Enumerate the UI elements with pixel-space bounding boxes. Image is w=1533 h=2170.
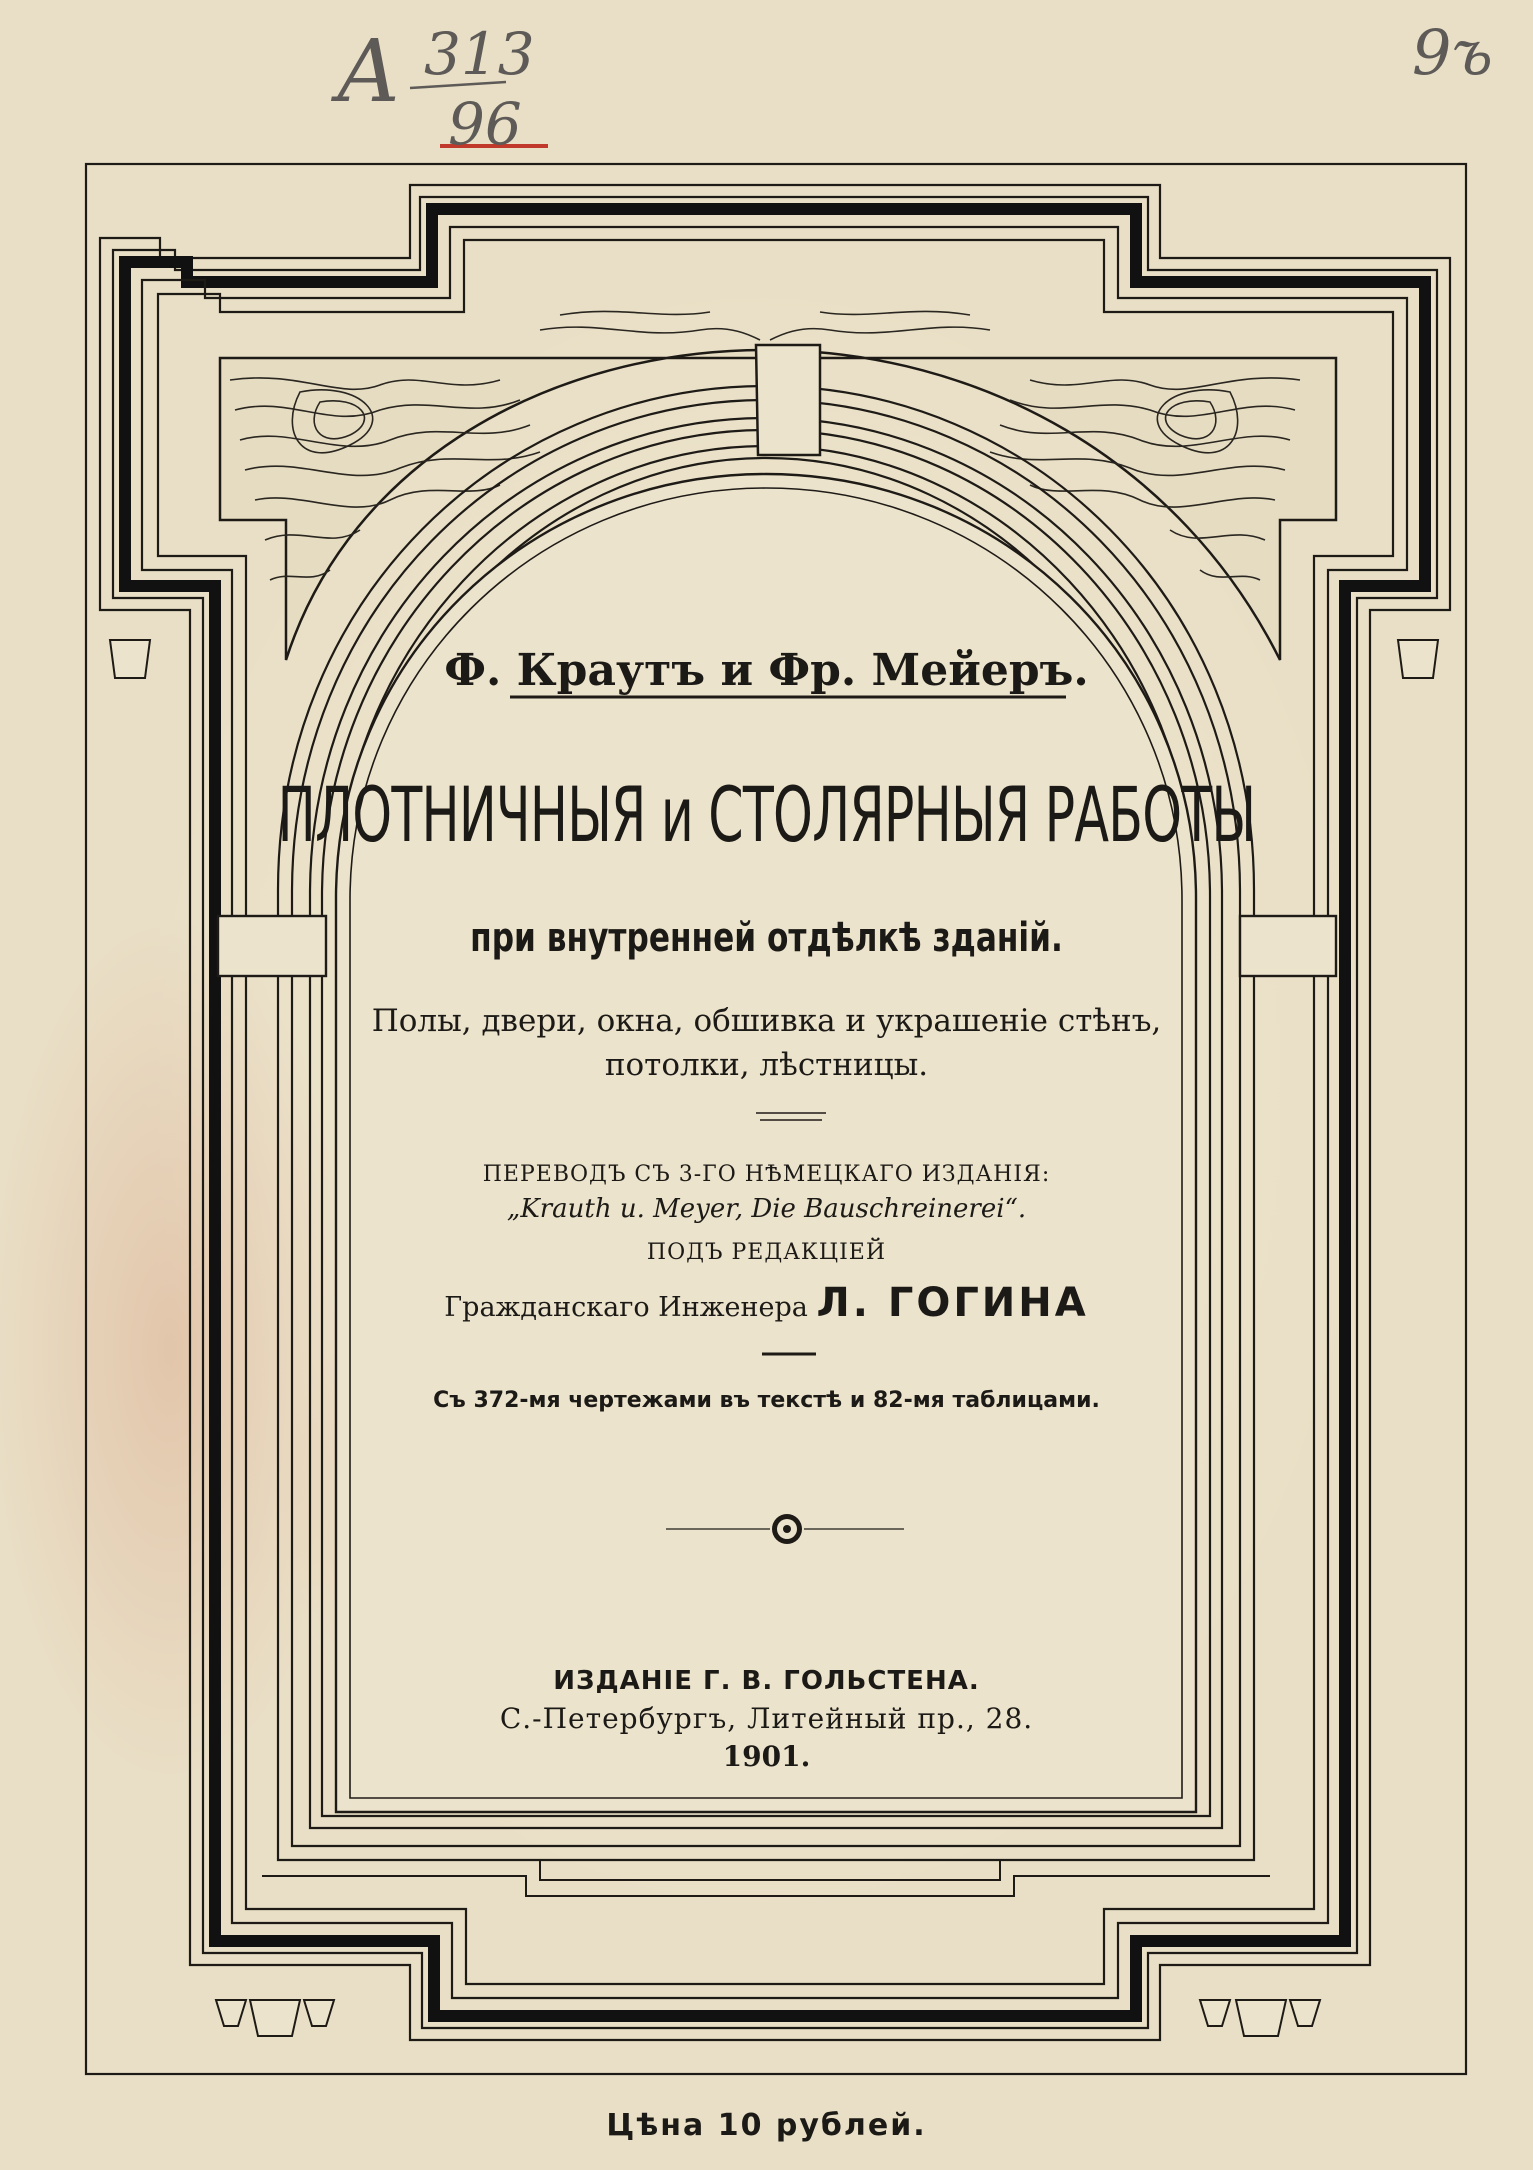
price: Цѣна 10 рублей. (606, 2108, 927, 2143)
keystone (756, 345, 820, 455)
topics-line-2: потолки, лѣстницы. (604, 1047, 929, 1083)
engineer-prefix: Гражданскаго Инженера (444, 1292, 808, 1323)
topics-line-1: Полы, двери, окна, обшивка и украшеніе стѣнъ, (371, 1003, 1162, 1039)
shelfmark-number-top: 313 (424, 20, 535, 88)
publisher-address: С.-Петербургъ, Литейный пр., 28. (499, 1702, 1034, 1735)
engineer-name: Л. ГОГИНА (816, 1280, 1089, 1326)
shelfmark-number-bottom: 96 (448, 90, 522, 158)
shelfmark-letter: А (336, 22, 402, 122)
book-title: ПЛОТНИЧНЫЯ и СТОЛЯРНЫЯ РАБОТЫ (277, 770, 1256, 859)
editorship-note: ПОДЪ РЕДАКЦІЕЙ (646, 1240, 887, 1265)
book-subtitle: при внутренней отдѣлкѣ зданій. (470, 915, 1063, 961)
publication-year: 1901. (722, 1740, 811, 1773)
editor-line (0, 1280, 1533, 1326)
original-title: „Krauth u. Meyer, Die Bauschreinerei“. (506, 1194, 1027, 1224)
translation-note: ПЕРЕВОДЪ СЪ 3-ГО НѢМЕЦКАГО ИЗДАНІЯ: (482, 1162, 1051, 1187)
publisher: ИЗДАНІЕ Г. В. ГОЛЬСТЕНА. (553, 1666, 980, 1696)
authors: Ф. Краутъ и Фр. Мейеръ. (444, 645, 1089, 696)
illustrations-note: Съ 372-мя чертежами въ текстѣ и 82-мя таблицами. (433, 1388, 1100, 1413)
corner-pencil-note: 9ъ (1412, 16, 1493, 89)
bottom-steps (262, 1860, 1270, 1896)
